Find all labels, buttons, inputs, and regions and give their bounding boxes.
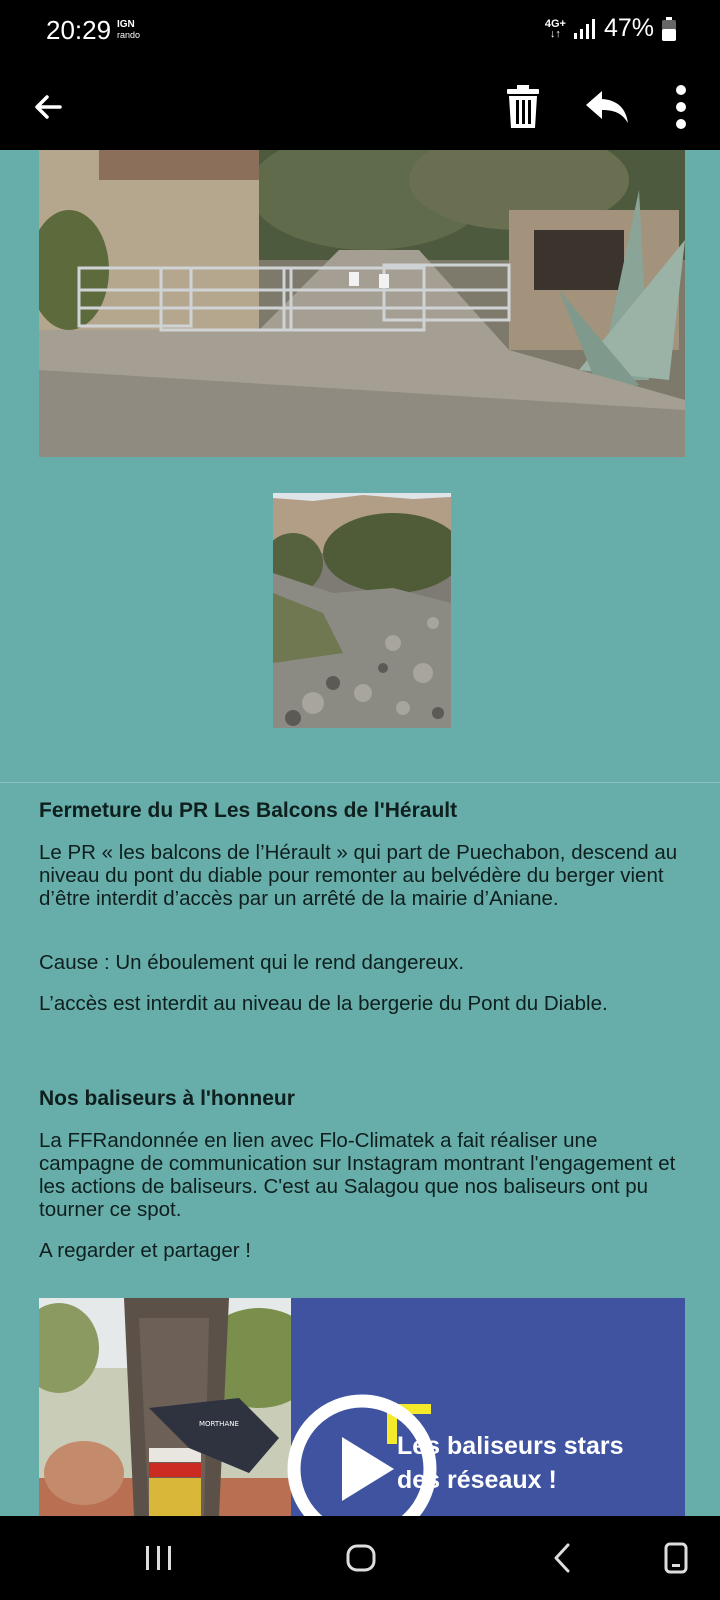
article-closure-paragraph-3: L’accès est interdit au niveau de la bergerie du Pont du Diable. [39,992,608,1015]
landslide-photo-image [273,493,451,728]
article-title-closure: Fermeture du PR Les Balcons de l'Hérault [39,799,458,822]
article-closure-paragraph-1: Le PR « les balcons de l’Hérault » qui part de Puechabon, descend au niveau du pont du diable pour remonter au belvédère du berger vient d’être interdit d’accès par un arrêté de la mairie d’Aniane. [39,841,678,910]
network-type: 4G+ [544,17,566,30]
barrier-photo-image [39,150,685,457]
app-bar [0,64,720,150]
signal-icon [574,18,596,40]
status-indicators [545,14,676,43]
landslide-photo[interactable] [273,493,451,728]
home-button[interactable] [336,1536,386,1580]
reply-button[interactable] [577,77,637,137]
video-overlay-line1: Les baliseurs stars [397,1432,624,1460]
trash-icon [506,85,540,129]
video-overlay-line2: des réseaux ! [397,1466,557,1494]
article-markers-paragraph-1: La FFRandonnée en lien avec Flo-Climatek a fait réaliser une campagne de communication sur Instagram montrant l'engagement et les actions de baliseurs. C'est au Salagou que nos baliseurs ont pu tourner ce spot. [39,1129,676,1221]
phone-outline-icon [664,1542,688,1574]
reply-icon [584,89,630,125]
article-title-markers: Nos baliseurs à l'honneur [39,1087,295,1110]
more-button[interactable] [651,77,711,137]
app-badge-bottom: rando [117,30,141,40]
video-thumbnail-image [39,1298,685,1516]
system-nav-bar [0,1516,720,1600]
network-icon: 4G+ ↓↑ [544,17,566,40]
article-markers-paragraph-2: A regarder et partager ! [39,1239,251,1262]
arrow-left-icon [32,91,64,123]
recent-apps-icon [144,1544,174,1572]
home-icon [346,1543,376,1573]
ign-rando-icon [117,20,140,40]
screenshot-button[interactable] [651,1536,701,1580]
recent-apps-button[interactable] [134,1536,184,1580]
battery-icon [662,17,676,41]
more-vertical-icon [674,85,688,129]
battery-percent: 47% [603,14,654,42]
delete-button[interactable] [493,77,553,137]
back-chevron-icon [552,1543,572,1573]
back-nav-button[interactable] [537,1536,587,1580]
back-button[interactable] [18,77,78,137]
status-bar [0,0,720,64]
status-time: 20:29 [46,15,112,45]
barrier-photo[interactable] [39,150,685,457]
glove-text: MORTHANE [199,1420,239,1428]
article-closure-paragraph-2: Cause : Un éboulement qui le rend dangereux. [39,951,465,974]
section-divider [0,782,720,783]
video-thumbnail[interactable] [39,1298,685,1516]
app-badge-top: IGN [117,19,135,30]
